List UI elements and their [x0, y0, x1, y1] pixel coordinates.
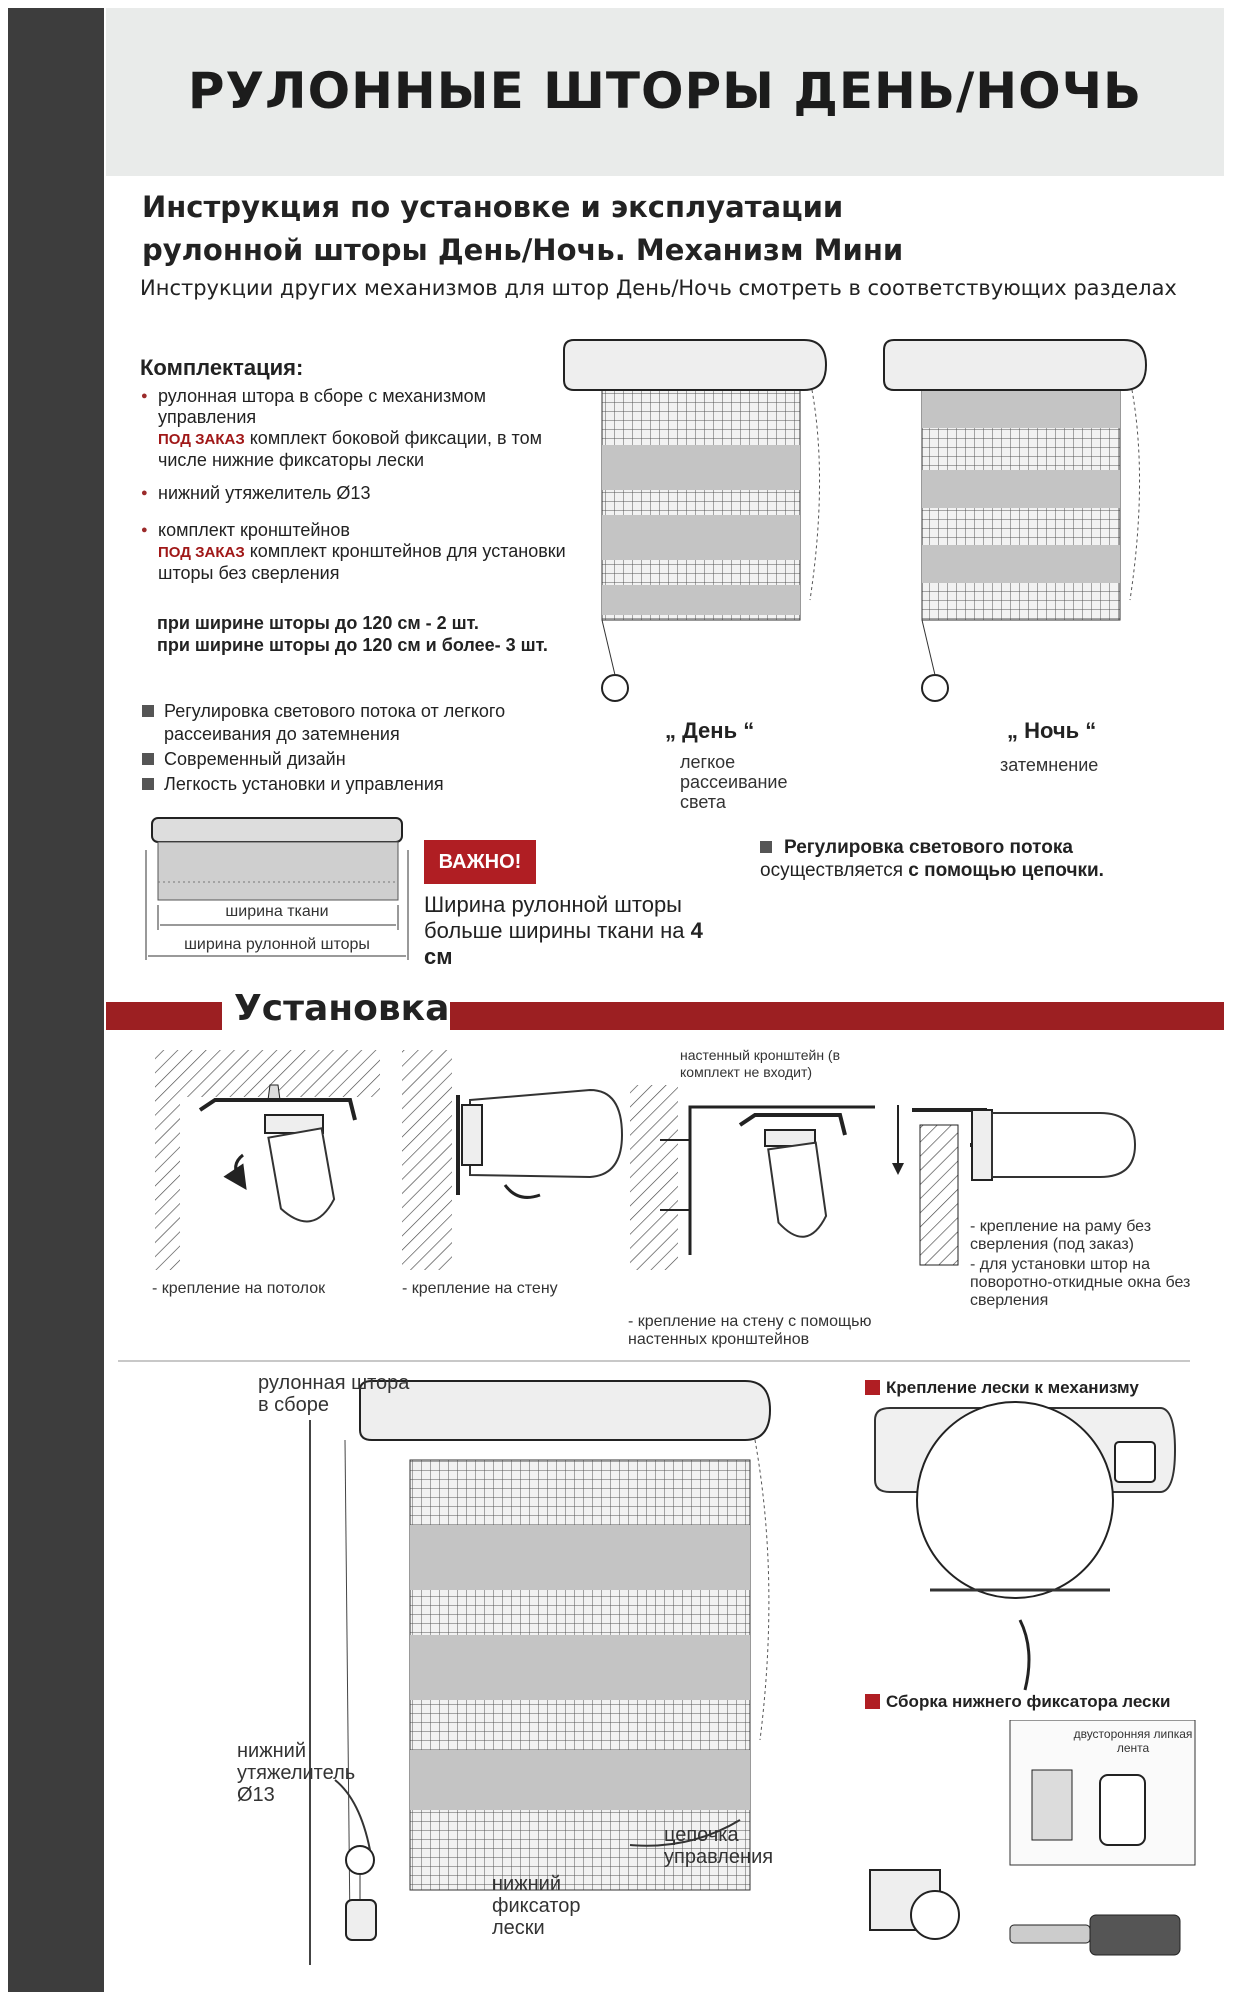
- kit-item: [140, 386, 580, 471]
- night-caption: затемнение: [1000, 755, 1099, 775]
- important-text-main: Ширина рулонной шторы больше ширины ткани на: [424, 892, 691, 943]
- subtitle-line-2: рулонной шторы День/Ночь. Механизм Мини: [142, 233, 904, 267]
- day-label: „ День “: [665, 718, 755, 743]
- frame-mount-caption: - крепление на раму без сверления (под заказ): [970, 1218, 1152, 1253]
- kit-title: Комплектация:: [140, 355, 304, 380]
- double-sided-tape-label: двусторонняя липкая лента: [1073, 1727, 1193, 1755]
- fixator-assembly-heading-text: Сборка нижнего фиксатора лески: [886, 1692, 1171, 1711]
- night-label: „ Ночь “: [1007, 718, 1097, 743]
- bullet-square-icon: [760, 841, 772, 853]
- fixator-assembly-heading: [865, 1692, 1175, 1712]
- feature-item: Легкость установки и управления: [142, 773, 584, 796]
- red-square-icon: [865, 1694, 880, 1709]
- wall-bracket-caption: - крепление на стену с помощью настенных кронштейнов: [628, 1313, 872, 1348]
- ceiling-mount-diagram: [155, 1050, 380, 1270]
- section-bar-left: [106, 1002, 222, 1030]
- day-blind-drawing: [564, 340, 826, 701]
- order-label: ПОД ЗАКАЗ: [158, 431, 245, 448]
- bracket-count-notes: [157, 612, 548, 656]
- important-text: [424, 892, 709, 970]
- section-bar-right: [450, 1002, 1224, 1030]
- red-square-icon: [865, 1380, 880, 1395]
- line-mount-heading: [865, 1378, 1139, 1398]
- ceiling-mount-caption: - крепление на потолок: [152, 1280, 326, 1297]
- control-chain-label: цепочка управления: [664, 1824, 774, 1868]
- wall-bracket-diagram: [630, 1085, 875, 1270]
- kit-item-text: рулонная штора в сборе с механизмом управления: [158, 386, 486, 427]
- width-diagram: [142, 810, 412, 980]
- day-caption: легкое рассеивание света: [680, 752, 788, 812]
- fabric-width-label: ширина ткани: [225, 903, 329, 920]
- kit-item-text: нижний утяжелитель Ø13: [158, 483, 371, 503]
- regulation-line-1: Регулировка светового потока: [784, 837, 1073, 858]
- feature-item: Регулировка светового потока от легкого рассеивания до затемнения: [142, 700, 584, 746]
- night-blind-drawing: [884, 340, 1146, 701]
- line-mount-heading-text: Крепление лески к механизму: [886, 1378, 1139, 1397]
- regulation-line-2: осуществляется: [760, 860, 909, 881]
- kit-item-order-text: комплект боковой фиксации, в том числе нижние фиксаторы лески: [158, 428, 542, 470]
- bottom-weight-label: нижний утяжелитель Ø13: [237, 1740, 356, 1806]
- important-badge: ВАЖНО!: [424, 840, 536, 884]
- wall-bracket-label: настенный кронштейн (в комплект не входит): [680, 1047, 841, 1080]
- feature-item: Современный дизайн: [142, 748, 584, 771]
- tilt-window-caption: - для установки штор на поворотно-откидные окна без сверления: [970, 1256, 1191, 1309]
- day-night-illustration: [560, 330, 1200, 730]
- important-text-bold: 4 см: [424, 918, 703, 969]
- left-sidebar-band: [8, 8, 104, 1992]
- kit-item: [140, 520, 580, 584]
- blind-width-label: ширина рулонной шторы: [184, 936, 370, 953]
- assembled-blind-label: рулонная штора в сборе: [258, 1372, 410, 1416]
- section-divider: [118, 1360, 1190, 1362]
- line-mount-diagram: [860, 1400, 1205, 1700]
- wall-mount-caption: - крепление на стену: [402, 1280, 558, 1297]
- bracket-note-1: при ширине шторы до 120 см - 2 шт.: [157, 613, 479, 633]
- chain-regulation-note: [760, 836, 1104, 882]
- bottom-fixator-label: нижний фиксатор лески: [492, 1873, 581, 1939]
- kit-item-text: комплект кронштейнов: [158, 520, 350, 540]
- fixator-assembly-diagram: [860, 1720, 1205, 1980]
- subtitle: [142, 186, 903, 272]
- subtitle-line-1: Инструкция по установке и эксплуатации: [142, 190, 844, 224]
- kit-item-order-text: комплект кронштейнов для установки шторы без сверления: [158, 541, 566, 583]
- install-section-title: Установка: [234, 988, 450, 1029]
- order-label: ПОД ЗАКАЗ: [158, 544, 245, 561]
- subtitle-line-3: Инструкции других механизмов для штор День/Ночь смотреть в соответствующих разделах: [140, 276, 1177, 300]
- wall-mount-diagram: [402, 1050, 622, 1270]
- bracket-note-2: при ширине шторы до 120 см и более- 3 шт.: [157, 635, 548, 655]
- kit-list: [140, 386, 580, 592]
- features-list: [142, 700, 584, 798]
- kit-item: [140, 483, 580, 504]
- page-title: РУЛОННЫЕ ШТОРЫ ДЕНЬ/НОЧЬ: [187, 62, 1143, 120]
- regulation-line-2-bold: с помощью цепочки.: [908, 860, 1104, 881]
